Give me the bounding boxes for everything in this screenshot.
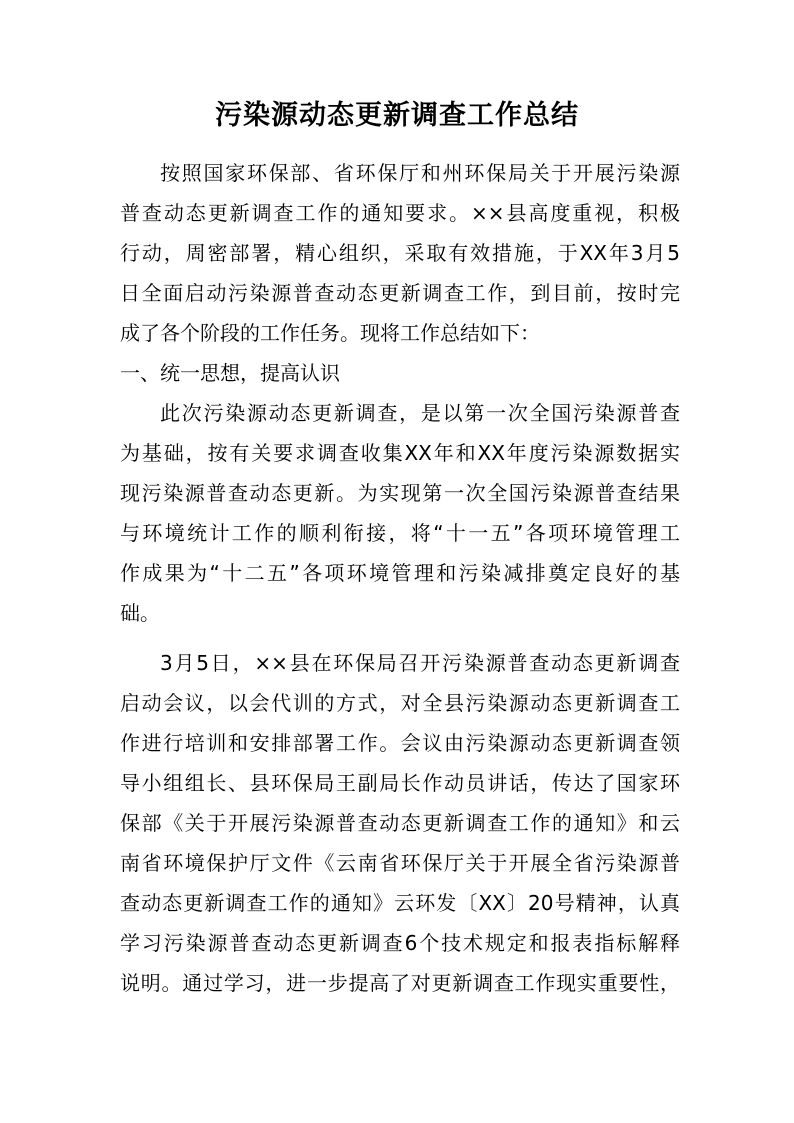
paragraph-line: 成了各个阶段的工作任务。现将工作总结如下： — [120, 321, 540, 345]
section-heading: 一、统一思想，提高认识 — [120, 361, 340, 385]
paragraph-line: 日全面启动污染源普查动态更新调查工作，到目前，按时完 — [120, 281, 680, 305]
paragraph-line: 启动会议，以会代训的方式，对全县污染源动态更新调查工 — [120, 691, 680, 715]
paragraph-line: 础。 — [120, 601, 160, 625]
paragraph-line: 按照国家环保部、省环保厅和州环保局关于开展污染源 — [160, 161, 680, 185]
paragraph-line: 导小组组长、县环保局王副局长作动员讲话，传达了国家环 — [120, 771, 680, 795]
paragraph-line: 普查动态更新调查工作的通知要求。××县高度重视，积极 — [120, 201, 680, 225]
paragraph-line: 为基础，按有关要求调查收集XX年和XX年度污染源数据实 — [120, 441, 680, 465]
paragraph-line: 查动态更新调查工作的通知》云环发〔XX〕20号精神，认真 — [120, 891, 680, 915]
paragraph-line: 3月5日，××县在环保局召开污染源普查动态更新调查 — [160, 651, 680, 675]
document-title: 污染源动态更新调查工作总结 — [215, 100, 579, 131]
paragraph-line: 行动，周密部署，精心组织，采取有效措施，于XX年3月5 — [120, 241, 680, 265]
paragraph-line: 学习污染源普查动态更新调查6个技术规定和报表指标解释 — [120, 931, 680, 955]
paragraph-line: 作进行培训和安排部署工作。会议由污染源动态更新调查领 — [120, 731, 680, 755]
paragraph-line: 现污染源普查动态更新。为实现第一次全国污染源普查结果 — [120, 481, 680, 505]
paragraph-line: 与环境统计工作的顺利衔接，将“十一五”各项环境管理工 — [120, 521, 680, 545]
paragraph-line: 南省环境保护厅文件《云南省环保厅关于开展全省污染源普 — [120, 851, 680, 875]
paragraph-line: 说明。通过学习，进一步提高了对更新调查工作现实重要性， — [120, 971, 680, 995]
paragraph-line: 保部《关于开展污染源普查动态更新调查工作的通知》和云 — [120, 811, 680, 835]
paragraph-line: 作成果为“十二五”各项环境管理和污染减排奠定良好的基 — [120, 561, 680, 585]
paragraph-line: 此次污染源动态更新调查，是以第一次全国污染源普查 — [160, 401, 680, 425]
